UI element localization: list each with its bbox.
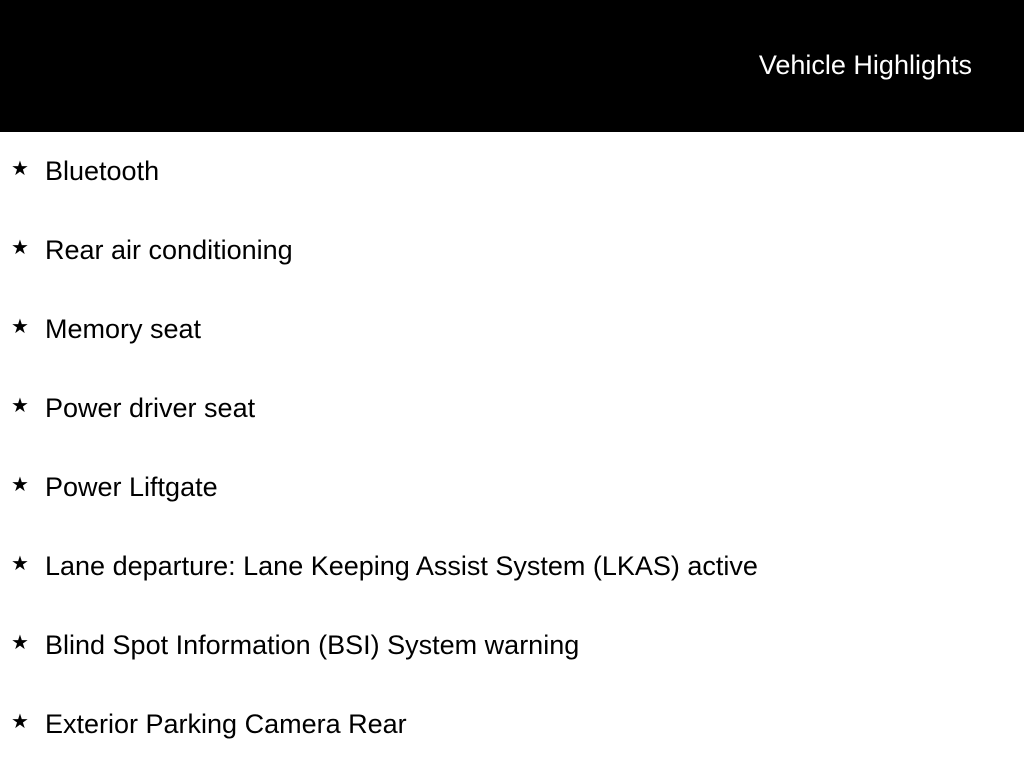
star-icon: ★ (11, 235, 29, 259)
list-item (0, 606, 1024, 685)
highlight-label: Lane departure: Lane Keeping Assist System (LKAS) active (45, 551, 758, 581)
star-icon: ★ (11, 314, 29, 338)
highlight-label: Blind Spot Information (BSI) System warning (45, 630, 580, 660)
star-icon: ★ (11, 551, 29, 575)
list-item (0, 132, 1024, 211)
list-item (0, 685, 1024, 764)
star-icon: ★ (11, 156, 29, 180)
list-item (0, 290, 1024, 369)
highlight-label: Bluetooth (45, 156, 160, 186)
star-icon: ★ (11, 630, 29, 654)
page-title: Vehicle Highlights (758, 50, 972, 80)
list-item (0, 527, 1024, 606)
star-icon: ★ (11, 472, 29, 496)
list-item (0, 369, 1024, 448)
highlight-label: Rear air conditioning (45, 235, 293, 265)
highlight-label: Exterior Parking Camera Rear (45, 709, 407, 739)
highlight-label: Power Liftgate (45, 472, 218, 502)
highlight-label: Memory seat (45, 314, 202, 344)
star-icon: ★ (11, 393, 29, 417)
list-item (0, 211, 1024, 290)
header-bar (0, 0, 1024, 132)
highlight-label: Power driver seat (45, 393, 256, 423)
list-item (0, 448, 1024, 527)
star-icon: ★ (11, 709, 29, 733)
vehicle-highlights-list (0, 132, 1024, 764)
